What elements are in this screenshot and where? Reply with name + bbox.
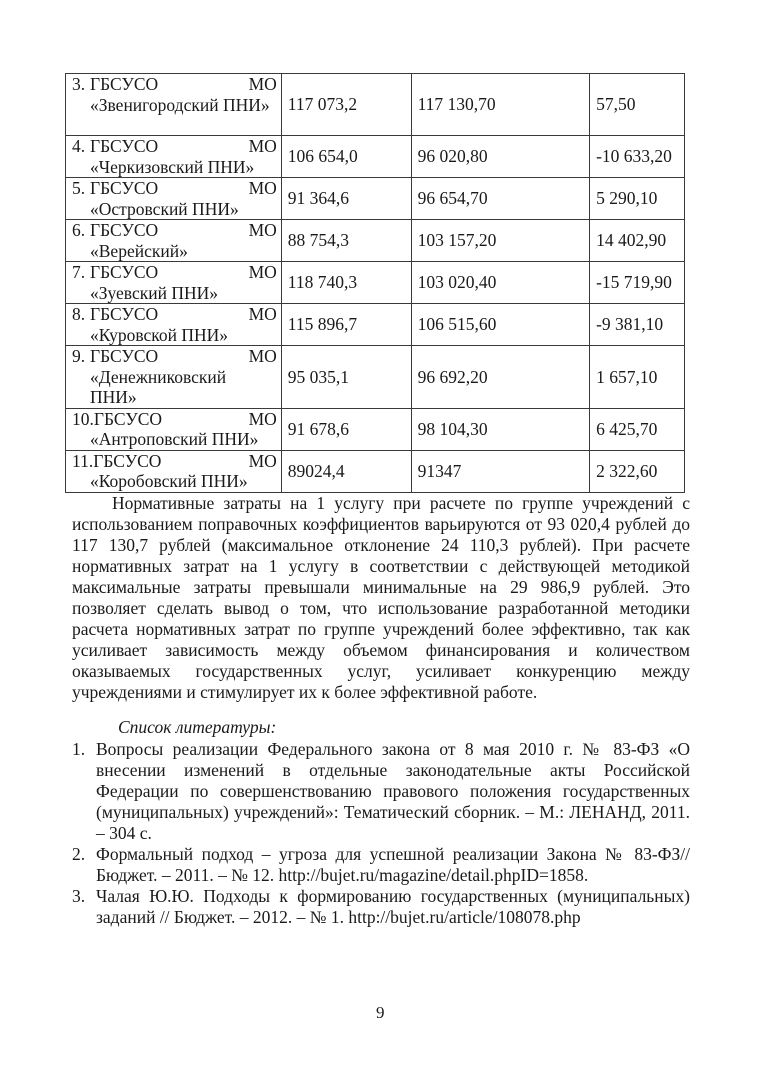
- region-code: МО: [248, 74, 277, 94]
- reference-number: 1.: [72, 739, 86, 759]
- current-cost-cell: 91 678,6: [281, 408, 411, 450]
- region-code: МО: [248, 304, 277, 324]
- institution-name-first-line: [72, 304, 277, 325]
- current-cost-cell: 95 035,1: [281, 346, 411, 409]
- difference-cell: 2 322,60: [590, 450, 685, 492]
- difference-cell: 14 402,90: [590, 220, 685, 262]
- region-code: МО: [248, 262, 277, 282]
- institution-name-cell: [66, 178, 282, 220]
- normative-cost-cell: 96 020,80: [411, 136, 590, 178]
- institution-name-cell: [66, 304, 282, 346]
- table-row: [66, 304, 685, 346]
- row-number: 3.: [72, 74, 86, 94]
- organization-type: ГБСУСО: [90, 136, 159, 156]
- normative-cost-cell: 98 104,30: [411, 408, 590, 450]
- reference-text: Чалая Ю.Ю. Подходы к формированию государственных (муниципальных) заданий // Бюджет. – 2012. – № 1. http://bujet.ru/article/108078.php: [96, 886, 690, 927]
- row-number: 11.: [72, 450, 94, 471]
- row-number: 4.: [72, 136, 86, 156]
- normative-cost-cell: 103 157,20: [411, 220, 590, 262]
- institution-name: «Куровской ПНИ»: [90, 324, 229, 345]
- difference-cell: -10 633,20: [590, 136, 685, 178]
- normative-cost-cell: 96 692,20: [411, 346, 590, 409]
- organization-type: ГБСУСО: [93, 408, 163, 429]
- reference-text: Формальный подход – угроза для успешной реализации Закона № 83-ФЗ// Бюджет. – 2011. – № 12. http://bujet.ru/magazine/detail.phpID=1858.: [96, 844, 690, 885]
- institution-name-cell: [66, 74, 282, 136]
- difference-cell: 6 425,70: [590, 408, 685, 450]
- institution-name: «Коробовский ПНИ»: [90, 471, 248, 491]
- table-row: [66, 220, 685, 262]
- current-cost-cell: 89024,4: [281, 450, 411, 492]
- institution-name-first-line: [72, 409, 277, 430]
- current-cost-cell: 106 654,0: [281, 136, 411, 178]
- organization-type: ГБСУСО: [93, 450, 162, 471]
- institution-name-cell: [66, 262, 282, 304]
- region-code: МО: [248, 136, 277, 156]
- difference-cell: -15 719,90: [590, 262, 685, 304]
- reference-text: Вопросы реализации Федерального закона от 8 мая 2010 г. № 83-ФЗ «О внесении изменений в отдельные законодательные акты Российской Федерации по совершенствованию правового положения государственных (муниципальных) учреждений»: Тематический сборник. – М.: ЛЕНАНД, 2011. – 304 с.: [96, 739, 690, 843]
- current-cost-cell: 88 754,3: [281, 220, 411, 262]
- difference-cell: -9 381,10: [590, 304, 685, 346]
- institution-name: «Денежниковский ПНИ»: [90, 366, 227, 407]
- normative-cost-cell: 106 515,60: [411, 304, 590, 346]
- normative-cost-cell: 91347: [411, 450, 590, 492]
- organization-type: ГБСУСО: [90, 178, 159, 198]
- institution-name: «Черкизовский ПНИ»: [90, 156, 255, 177]
- institution-name-first-line: [72, 451, 277, 472]
- institution-name-cell: [66, 136, 282, 178]
- reference-item: [72, 886, 690, 928]
- row-number: 6.: [72, 220, 86, 240]
- table-row: [66, 408, 685, 450]
- table-row: [66, 346, 685, 409]
- reference-number: 2.: [72, 844, 86, 864]
- table-row: [66, 74, 685, 136]
- normative-cost-cell: 117 130,70: [411, 74, 590, 136]
- institution-name: «Верейский»: [90, 240, 188, 261]
- difference-cell: 5 290,10: [590, 178, 685, 220]
- references-title: Список литературы:: [118, 717, 277, 737]
- institution-name-first-line: [72, 136, 277, 157]
- institution-name: «Островский ПНИ»: [90, 198, 239, 219]
- institution-name-cell: [66, 450, 282, 492]
- institution-name: «Антроповский ПНИ»: [90, 429, 259, 449]
- row-number: 7.: [72, 262, 86, 282]
- difference-cell: 1 657,10: [590, 346, 685, 409]
- institution-name-cell: [66, 408, 282, 450]
- conclusion-paragraph: Нормативные затраты на 1 услугу при расчете по группе учреждений с использованием поправочных коэффициентов варьируются от 93 020,4 рублей до 117 130,7 рублей (максимальное отклонение 24 110,3 рублей). При расчете нормативных затрат на 1 услугу в соответствии с действующей методикой максимальные затраты превышали минимальные на 29 986,9 рублей. Это позволяет сделать вывод о том, что использование разработанной методики расчета нормативных затрат по группе учреждений более эффективно, так как усиливает зависимость между объемом финансирования и количеством оказываемых государственных услуг, усиливает конкуренцию между учреждениями и стимулирует их к более эффективной работе.: [72, 493, 690, 702]
- institution-name: «Зуевский ПНИ»: [90, 282, 219, 303]
- current-cost-cell: 115 896,7: [281, 304, 411, 346]
- normative-cost-cell: 103 020,40: [411, 262, 590, 304]
- region-code: МО: [248, 178, 277, 198]
- table-row: [66, 262, 685, 304]
- institution-name-first-line: [72, 262, 277, 283]
- organization-type: ГБСУСО: [90, 304, 159, 324]
- reference-item: [72, 739, 690, 844]
- current-cost-cell: 118 740,3: [281, 262, 411, 304]
- current-cost-cell: 117 073,2: [281, 74, 411, 136]
- institution-name-cell: [66, 346, 282, 409]
- organization-type: ГБСУСО: [90, 346, 159, 366]
- row-number: 5.: [72, 178, 86, 198]
- institution-name: «Звенигородский ПНИ»: [90, 94, 270, 115]
- institution-name-cell: [66, 220, 282, 262]
- row-number: 10.: [72, 408, 94, 429]
- difference-cell: 57,50: [590, 74, 685, 136]
- region-code: МО: [248, 346, 277, 366]
- region-code: МО: [248, 408, 277, 429]
- region-code: МО: [248, 220, 277, 240]
- row-number: 8.: [72, 304, 86, 324]
- institution-name-first-line: [72, 220, 277, 241]
- table-row: [66, 136, 685, 178]
- region-code: МО: [248, 450, 277, 471]
- organization-type: ГБСУСО: [90, 74, 159, 94]
- references-list: [72, 739, 690, 928]
- institution-name-first-line: [72, 346, 277, 367]
- current-cost-cell: 91 364,6: [281, 178, 411, 220]
- cost-comparison-table: [65, 73, 685, 493]
- reference-item: [72, 844, 690, 886]
- table-row: [66, 450, 685, 492]
- table-row: [66, 178, 685, 220]
- organization-type: ГБСУСО: [90, 262, 159, 282]
- row-number: 9.: [72, 346, 86, 366]
- normative-cost-cell: 96 654,70: [411, 178, 590, 220]
- page-number: 9: [376, 1003, 385, 1022]
- institution-name-first-line: [72, 74, 277, 95]
- reference-number: 3.: [72, 886, 86, 906]
- institution-name-first-line: [72, 178, 277, 199]
- organization-type: ГБСУСО: [90, 220, 159, 240]
